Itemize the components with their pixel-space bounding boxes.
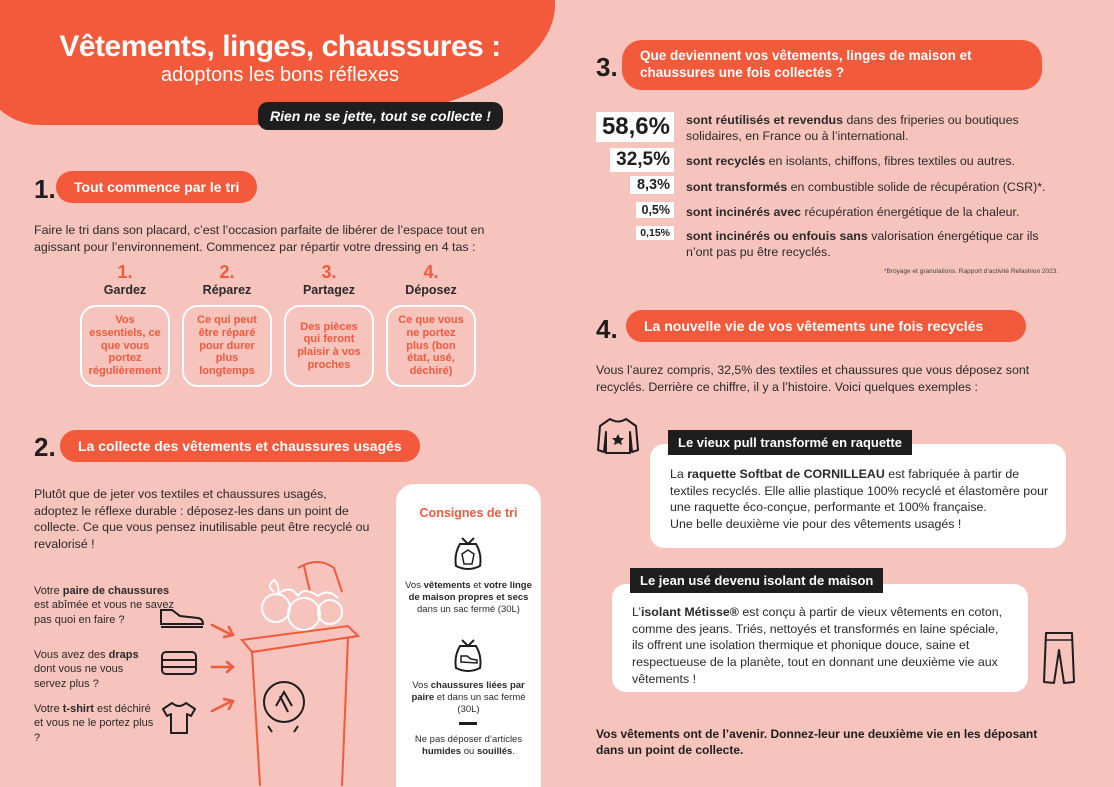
- step-number: 3.: [321, 262, 337, 282]
- folded-sheets-icon: [160, 648, 200, 678]
- shoes-bag-icon: [450, 636, 486, 674]
- page-subtitle: adoptons les bons réflexes: [161, 64, 399, 86]
- section4-number: 4.: [596, 314, 618, 344]
- arrow-icon: [210, 660, 238, 674]
- question-shoes: Votre paire de chaussures est abîmée et vous ne savez pas quoi en faire ?: [34, 585, 175, 626]
- jeans-icon: [1040, 630, 1078, 686]
- step-number: 1.: [117, 262, 133, 282]
- sorting-instructions-card: [396, 484, 541, 787]
- stat-percent: 0,15%: [636, 226, 674, 240]
- stat-text: sont incinérés avec récupération énergétique de la chaleur.: [686, 205, 1020, 219]
- question-tshirt: Votre t-shirt est déchiré et vous ne le portez plus ?: [34, 703, 154, 744]
- stat-text: sont transformés en combustible solide de récupération (CSR)*.: [686, 180, 1046, 194]
- step-3: [284, 262, 374, 387]
- stat-percent: 32,5%: [610, 148, 674, 172]
- stat-text: sont incinérés ou enfouis sans valorisation énergétique car ils n’ont pas pu être recyclés.: [686, 229, 1039, 260]
- section3-title: Que deviennent vos vêtements, linges de maison et chaussures une fois collectés ?: [622, 40, 1042, 90]
- instruction-clothes: Vos vêtements et votre linge de maison propres et secs dans un sac fermé (30L): [405, 580, 532, 615]
- step-number: 4.: [423, 262, 439, 282]
- clothes-bag-icon: [450, 534, 486, 572]
- step-description: Ce qui peut être réparé pour durer plus longtemps: [182, 305, 272, 387]
- instruction-warning: Ne pas déposer d’articles humides ou souillés.: [414, 734, 523, 757]
- arrow-icon: [210, 622, 238, 640]
- stat-percent: 58,6%: [596, 112, 674, 142]
- sorting-instructions-title: Consignes de tri: [419, 506, 518, 520]
- step-title: Gardez: [103, 283, 147, 297]
- step-description: Des pièces qui feront plaisir à vos proches: [284, 305, 374, 387]
- divider: [459, 722, 477, 725]
- example-card-insulation-text: L’isolant Métisse® est conçu à partir de vieux vêtements en coton, comme des jeans. Triés, nettoyés et transformés en laine spéciale, ils offrent une isolation thermique et phonique douce, saine et respectueuse de la planète, tout en donnant une deuxième vie aux vêtements !: [632, 605, 1003, 686]
- section1-number: 1.: [34, 174, 56, 204]
- section1-title: Tout commence par le tri: [56, 171, 257, 203]
- conclusion-text: Vos vêtements ont de l’avenir. Donnez-leur une deuxième vie en les déposant dans un point de collecte.: [596, 727, 1038, 758]
- step-title: Déposez: [405, 283, 457, 297]
- step-4: [386, 262, 476, 387]
- arrow-icon: [210, 696, 238, 714]
- footnote: *Broyage et granulations. Rapport d’activité Refashion 2023.: [884, 268, 1059, 275]
- section4-intro: Vous l’aurez compris, 32,5% des textiles et chaussures que vous déposez sont recyclés. Derrière ce chiffre, il y a l’histoire. Voici quelques exemples :: [596, 363, 1030, 394]
- sweater-icon: [596, 416, 640, 456]
- section4-title: La nouvelle vie de vos vêtements une fois recyclés: [626, 310, 1026, 342]
- sneaker-icon: [158, 602, 206, 630]
- step-1: [80, 262, 170, 387]
- step-number: 2.: [219, 262, 235, 282]
- step-2: [182, 262, 272, 387]
- page-title: Vêtements, linges, chaussures :: [59, 30, 501, 63]
- section1-intro: Faire le tri dans son placard, c’est l’occasion parfaite de libérer de l’espace tout en agissant pour l’environnement. Commencez par répartir votre dressing en 4 tas :: [34, 223, 485, 254]
- example-card-racket-label: Le vieux pull transformé en raquette: [668, 430, 912, 455]
- example-card-racket-conclusion: Une belle deuxième vie pour des vêtements usagés !: [670, 517, 962, 531]
- collection-bin-icon: [238, 556, 363, 786]
- example-card-insulation-label: Le jean usé devenu isolant de maison: [630, 568, 883, 593]
- section2-intro: Plutôt que de jeter vos textiles et chaussures usagés, adoptez le réflexe durable : déposez-les dans un point de collecte. Ce que vous pensez inutilisable peut être recyclé ou revalorisé !: [34, 487, 370, 552]
- stat-text: sont réutilisés et revendus dans des friperies ou boutiques solidaires, en France ou à l’international.: [686, 113, 1019, 144]
- step-description: Vos essentiels, ce que vous portez régulièrement: [80, 305, 170, 387]
- section2-number: 2.: [34, 432, 56, 462]
- step-description: Ce que vous ne portez plus (bon état, usé, déchiré): [386, 305, 476, 387]
- step-title: Partagez: [302, 283, 356, 297]
- instruction-shoes: Vos chaussures liées par paire et dans un sac fermé (30L): [411, 680, 526, 715]
- section3-number: 3.: [596, 52, 618, 82]
- step-title: Réparez: [202, 283, 252, 297]
- stat-text: sont recyclés en isolants, chiffons, fibres textiles ou autres.: [686, 154, 1015, 168]
- section2-title: La collecte des vêtements et chaussures usagés: [60, 430, 420, 462]
- tshirt-icon: [160, 700, 198, 736]
- tagline-badge: Rien ne se jette, tout se collecte !: [258, 102, 503, 130]
- example-card-racket-text: La raquette Softbat de CORNILLEAU est fabriquée à partir de textiles recyclés. Elle allie plastique 100% recyclé et élastomère pour une raquette éco-conçue, performante et 100% française.: [670, 467, 1049, 515]
- stat-percent: 0,5%: [636, 202, 674, 218]
- question-sheets: Vous avez des draps dont vous ne vous servez plus ?: [34, 649, 139, 690]
- stat-percent: 8,3%: [630, 176, 674, 194]
- sorting-steps: [80, 262, 480, 392]
